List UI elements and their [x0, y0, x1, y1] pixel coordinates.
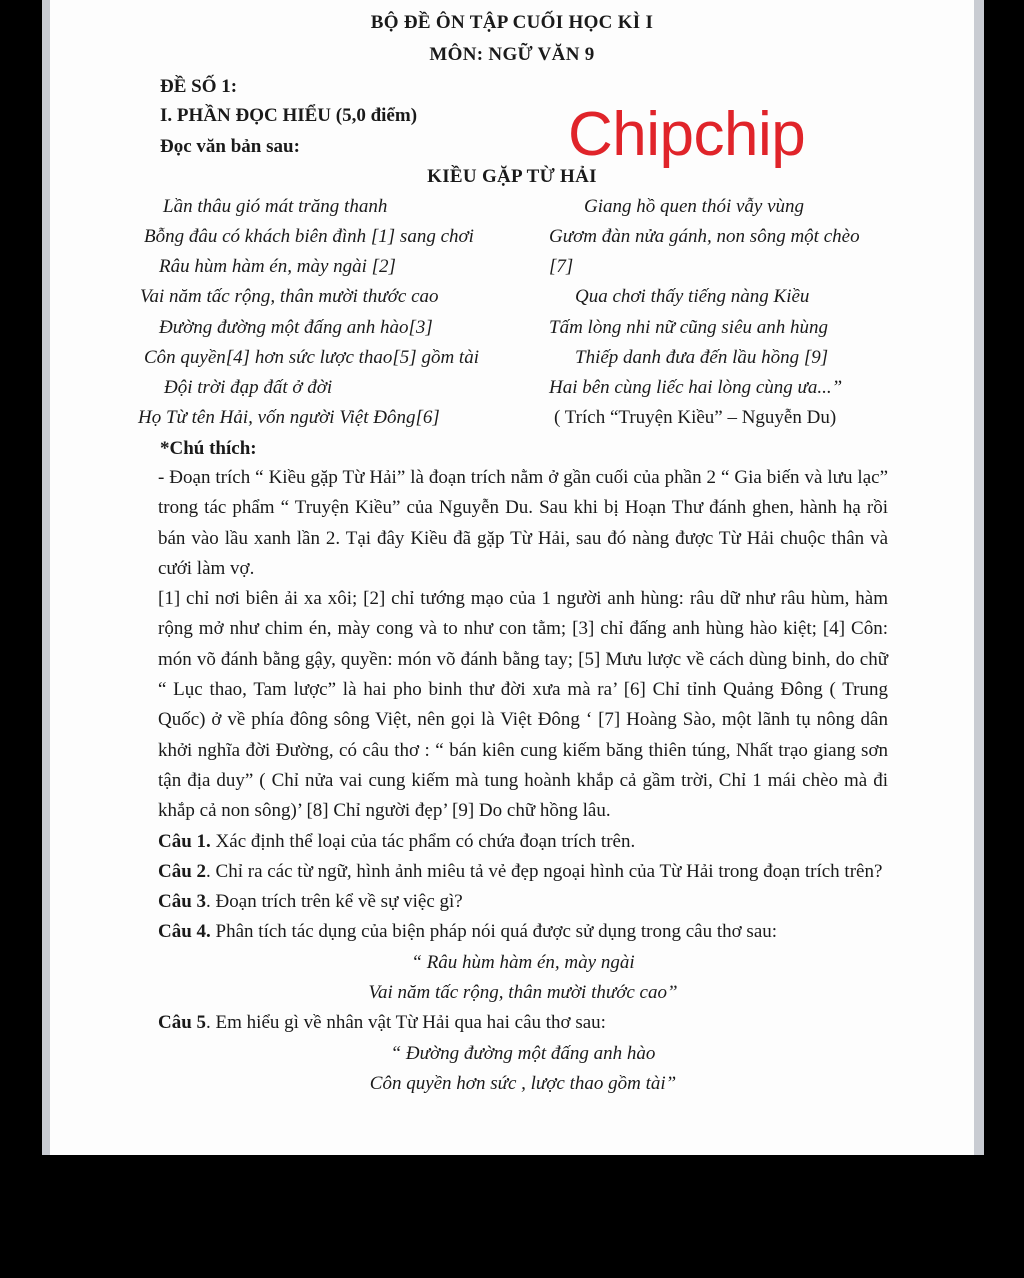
question-text: . Đoạn trích trên kể về sự việc gì? [206, 891, 463, 913]
read-instruction: Đọc văn bản sau: [160, 136, 300, 157]
notes-heading: *Chú thích: [160, 438, 257, 459]
poem-left-line-6: Côn quyền[4] hơn sức lược thao[5] gồm tài [144, 347, 479, 368]
poem-left-line-1: Lần thâu gió mát trăng thanh [163, 196, 388, 217]
poem-right-line-3: [7] [549, 256, 574, 277]
poem-right-line-4: Qua chơi thấy tiếng nàng Kiều [575, 286, 810, 307]
subject-title: MÔN: NGỮ VĂN 9 [429, 44, 595, 65]
question-2 [158, 857, 888, 887]
section-heading: I. PHẦN ĐỌC HIỂU (5,0 điểm) [160, 105, 418, 126]
poem-right-line-6: Thiếp danh đưa đến lầu hồng [9] [575, 347, 829, 368]
poem-right-line-7: Hai bên cùng liếc hai lòng cùng ưa...” [549, 377, 843, 398]
question-4 [158, 917, 888, 947]
page-frame-left [42, 0, 50, 1155]
chipchip-watermark-logo: Chipchip [568, 100, 806, 169]
question-label: Câu 4. [158, 921, 211, 943]
exam-number: ĐỀ SỐ 1: [160, 76, 238, 97]
poem-left-line-4: Vai năm tấc rộng, thân mười thước cao [140, 286, 439, 307]
poem-left-line-2: Bỗng đâu có khách biên đình [1] sang chơi [144, 226, 474, 247]
poem-citation: ( Trích “Truyện Kiều” – Nguyễn Du) [554, 407, 837, 428]
document-page [50, 0, 974, 1155]
poem-title: KIỀU GẶP TỪ HẢI [427, 166, 597, 187]
quote-5-line-2: Côn quyền hơn sức , lược thao gồm tài” [369, 1072, 677, 1094]
poem-left-line-5: Đường đường một đấng anh hào[3] [159, 317, 433, 338]
question-label: Câu 1. [158, 830, 211, 852]
question-label: Câu 3 [158, 891, 207, 913]
question-5 [158, 1008, 888, 1038]
question-3 [158, 887, 888, 917]
poem-right-line-2: Gươm đàn nửa gánh, non sông một chèo [549, 226, 860, 247]
notes-body [158, 463, 888, 1099]
page-frame-right [974, 0, 984, 1155]
question-label: Câu 2 [158, 860, 207, 882]
question-text: Phân tích tác dụng của biện pháp nói quá được sử dụng trong câu thơ sau: [210, 921, 778, 943]
question-text: . Chỉ ra các từ ngữ, hình ảnh miêu tả vẻ đẹp ngoại hình của Từ Hải trong đoạn trích trên? [206, 860, 883, 882]
poem-left-line-3: Râu hùm hàm én, mày ngài [2] [159, 256, 396, 277]
poem-right-line-5: Tấm lòng nhi nữ cũng siêu anh hùng [549, 317, 828, 338]
poem-left-line-8: Họ Từ tên Hải, vốn người Việt Đông[6] [138, 407, 440, 428]
poem-left-line-7: Đội trời đạp đất ở đời [164, 377, 333, 398]
quote-5-line-1: “ Đường đường một đấng anh hào [390, 1042, 656, 1064]
question-text: Xác định thể loại của tác phẩm có chứa đoạn trích trên. [210, 830, 636, 852]
note-paragraph-2: [1] chỉ nơi biên ải xa xôi; [2] chỉ tướng mạo của 1 người anh hùng: râu dữ như râu hùm, hàm rộng mở như chim én, mày cong và to như con tằm; [3] chỉ đấng anh hùng hào kiệt; [4] Côn: món võ đánh bằng gậy, quyền: món võ đánh bằng tay; [5] Mưu lược về cách dùng binh, do chữ “ Lục thao, Tam lược” là hai pho binh thư đời xưa mà ra’ [6] Chỉ tỉnh Quảng Đông ( Trung Quốc) ở về phía đông sông Việt, nên gọi là Việt Đông ‘ [7] Hoàng Sào, một lãnh tụ nông dân khởi nghĩa đời Đường, có câu thơ : “ bán kiên cung kiếm băng thiên túng, Nhất trạo giang sơn tận địa duy” ( Chỉ nửa vai cung kiếm mà tung hoành khắp cả gầm trời, Chỉ 1 mái chèo mà đi khắp cả non sông)’ [8] Chỉ người đẹp’ [9] Do chữ hồng lâu. [158, 588, 888, 822]
note-paragraph-1: - Đoạn trích “ Kiều gặp Từ Hải” là đoạn trích nằm ở gần cuối của phần 2 “ Gia biến và lưu lạc” trong tác phẩm “ Truyện Kiều” của Nguyễn Du. Sau khi bị Hoạn Thư đánh ghen, hành hạ rồi bán vào lầu xanh lần 2. Tại đây Kiều đã gặp Từ Hải, sau đó nàng được Từ Hải chuộc thân và cưới làm vợ. [158, 467, 888, 579]
question-1 [158, 827, 888, 857]
quote-4-line-1: “ Râu hùm hàm én, mày ngài [411, 951, 635, 973]
question-text: . Em hiểu gì về nhân vật Từ Hải qua hai câu thơ sau: [206, 1012, 606, 1034]
poem-right-line-1: Giang hồ quen thói vẫy vùng [584, 196, 805, 217]
quote-4-line-2: Vai năm tấc rộng, thân mười thước cao” [368, 982, 678, 1004]
question-label: Câu 5 [158, 1012, 207, 1034]
doc-title: BỘ ĐỀ ÔN TẬP CUỐI HỌC KÌ I [370, 12, 654, 33]
